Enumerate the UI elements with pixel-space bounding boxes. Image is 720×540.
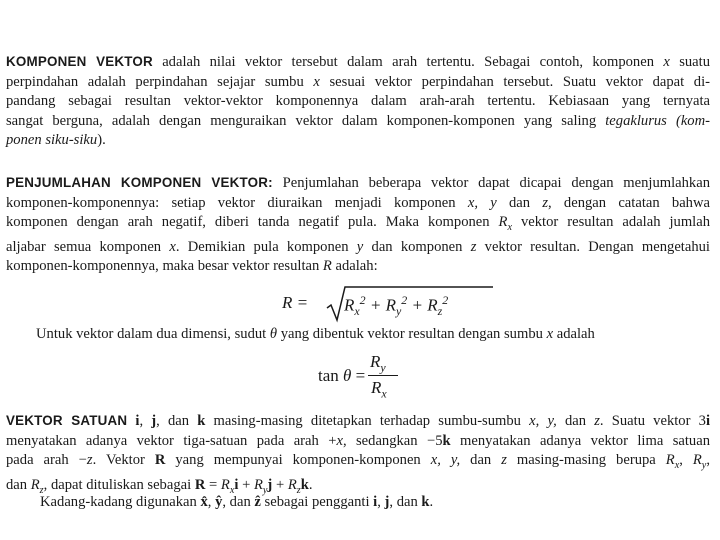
- text-line: ponen siku-siku).: [6, 132, 106, 149]
- text-line: komponen dengan arah negatif, diberi tanda negatif pula. Maka komponen $R_x$ vektor resultan adalah jumlah: [6, 214, 711, 234]
- italic-term: tegaklurus: [605, 112, 667, 129]
- unit-vector-note: Kadang-kadang digunakan x̂, ŷ, dan ẑ sebagai pengganti i, j, dan k.: [40, 494, 434, 510]
- document-page: KOMPONEN VEKTOR adalah nilai vektor tersebut dalam arah tertentu. Sebagai contoh, komponen x suatu perpindahan adalah perpindahan sejajar sumbu x sesuai vektor perpindahan tersebut. Suatu vektor dapat di- pandang sebagai resultan vektor-vektor komponennya dalam arah-arah tertentu. Kebiasaan yang ternyata sangat berguna, adalah dengan menguraikan vektor dalam komponen-komponen yang saling tegaklurus (kom- ponen siku-siku). PENJUMLAHAN KOMPONEN VEKTOR: Penjumlahan beberapa vektor dapat dicapai dengan menjumlahkan komponen-komponennya: setiap vektor diuraikan menjadi komponen x, y dan z, dengan catatan bahwa komponen dengan arah negatif, diberi tanda negatif pula. Maka komponen $R_x$ vektor resultan adalah jumlah aljabar semua komponen x. Demikian pula komponen y dan komponen z vektor resultan. Dengan mengetahui komponen-komponennya, maka besar vektor resultan R adalah: R = $R_x^2 + R_y^2 + R_z^2$ Untuk vektor dalam dua dimensi, sudut θ yang dibentuk vektor resultan dengan sumbu x adalah tan θ = $R_y$ $R_x$ VEKTOR SATUAN i, j, dan k masing-masing ditetapkan terhadap sumbu-sumbu x, y, dan z. Suatu vektor 3i menyatakan adanya vektor tiga-satuan pada arah +x, sedangkan −5k menyatakan adanya vektor lima satuan pada arah −z. Vektor R yang mempunyai komponen-komponen x, y, dan z masing-masing berupa $R_x$, $R_y$, dan $R_z$, dapat dituliskan sebagai $R = R_xi + R_yj + R_zk$. Kadang-kadang digunakan x̂, ŷ, dan ẑ sebagai pengganti i, j, dan k.: [6, 54, 711, 510]
- section-heading: PENJUMLAHAN KOMPONEN VEKTOR:: [6, 175, 273, 190]
- section-komponen-vektor: [6, 52, 710, 151]
- angle-intro-text: Untuk vektor dalam dua dimensi, sudut θ yang dibentuk vektor resultan dengan sumbu x adalah: [36, 326, 595, 342]
- text-line: VEKTOR SATUAN i, j, dan k masing-masing ditetapkan terhadap sumbu-sumbu x, y, dan z. Suatu vektor 3i: [6, 413, 710, 429]
- text-line: dan $R_z$, dapat dituliskan sebagai $R = R_xi + R_yj + R_zk$.: [6, 476, 313, 496]
- text-line: sangat berguna, adalah dengan menguraikan vektor dalam komponen-komponen yang saling tegaklurus (kom-: [6, 112, 710, 129]
- formula-angle: tan θ = $R_y$ $R_x$: [318, 352, 438, 398]
- text-line: KOMPONEN VEKTOR adalah nilai vektor tersebut dalam arah tertentu. Sebagai contoh, komponen x suatu: [6, 54, 710, 70]
- text-line: menyatakan adanya vektor tiga-satuan pada arah +x, sedangkan −5k menyatakan adanya vektor lima satuan: [6, 432, 710, 449]
- text-line: pada arah −z. Vektor R yang mempunyai komponen-komponen x, y, dan z masing-masing berupa $R_x$, $R_y$,: [6, 452, 710, 472]
- text-line: perpindahan adalah perpindahan sejajar sumbu x sesuai vektor perpindahan tersebut. Suatu vektor dapat di-: [6, 73, 710, 90]
- text-line: pandang sebagai resultan vektor-vektor komponennya dalam arah-arah tertentu. Kebiasaan yang ternyata: [6, 93, 710, 110]
- section-penjumlahan-komponen: [6, 173, 710, 277]
- text-line: PENJUMLAHAN KOMPONEN VEKTOR: Penjumlahan beberapa vektor dapat dicapai dengan menjumlahkan: [6, 175, 710, 191]
- section-heading: VEKTOR SATUAN: [6, 413, 128, 428]
- section-vektor-satuan: [6, 411, 710, 500]
- text-line: aljabar semua komponen x. Demikian pula komponen y dan komponen z vektor resultan. Dengan mengetahui: [6, 238, 710, 255]
- text-line: komponen-komponennya: setiap vektor diuraikan menjadi komponen x, y dan z, dengan catatan bahwa: [6, 194, 710, 211]
- text-line: komponen-komponennya, maka besar vektor resultan R adalah:: [6, 258, 378, 275]
- section-heading: KOMPONEN VEKTOR: [6, 54, 153, 69]
